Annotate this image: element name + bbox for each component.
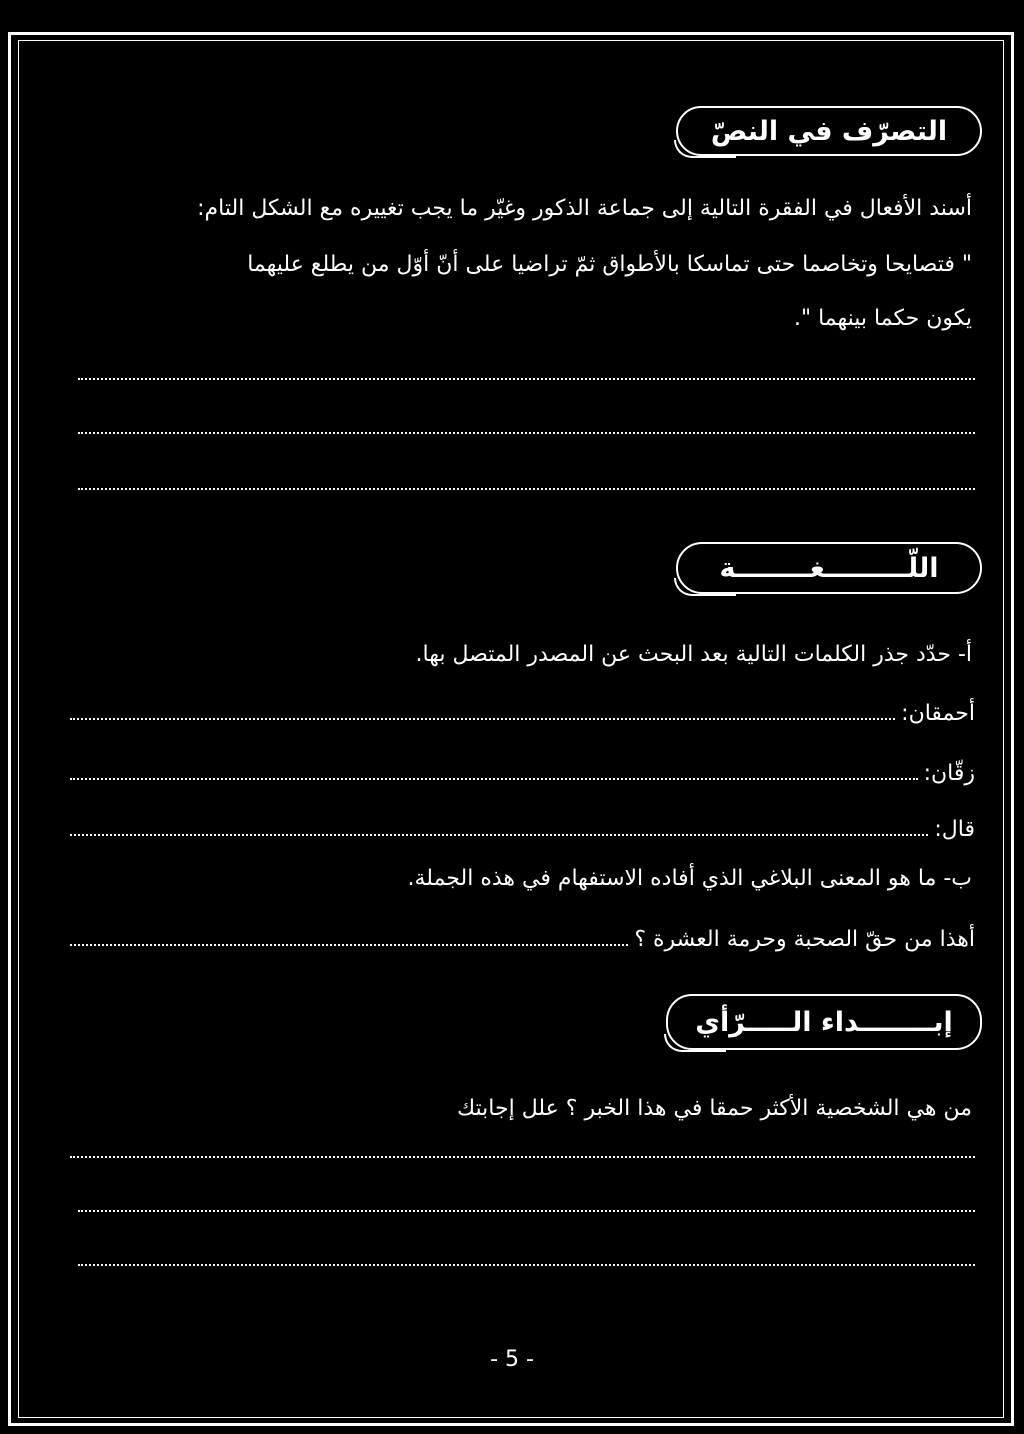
answer-line[interactable]	[78, 378, 975, 380]
section-title-text: إبــــــــداء الـــــرّأي	[695, 1006, 953, 1038]
fill-row-b[interactable]	[70, 920, 975, 952]
answer-line[interactable]	[78, 1264, 975, 1266]
answer-line[interactable]	[70, 944, 628, 946]
answer-line[interactable]	[70, 718, 895, 720]
section-title-language	[676, 542, 982, 594]
answer-line[interactable]	[70, 834, 928, 836]
fill-label: أحمقان:	[901, 701, 975, 726]
answer-line[interactable]	[78, 432, 975, 434]
pill-tail-decoration	[674, 140, 736, 158]
answer-line[interactable]	[78, 488, 975, 490]
fill-label: قال:	[934, 817, 975, 842]
quote-line-1: " فتصايحا وتخاصما حتى تماسكا بالأطواق ثمّ تراضيا على أنّ أوّل من يطلع عليهما	[247, 252, 972, 277]
section-title-text: التصرّف في النصّ	[710, 115, 948, 147]
fill-row-3[interactable]	[70, 810, 975, 842]
section-title-text: اللّـــــــــغــــــــة	[719, 552, 939, 584]
answer-line[interactable]	[70, 1156, 975, 1158]
answer-line[interactable]	[70, 778, 918, 780]
instruction-text: أسند الأفعال في الفقرة التالية إلى جماعة الذكور وغيّر ما يجب تغييره مع الشكل التام:	[197, 196, 972, 221]
answer-line[interactable]	[78, 1210, 975, 1212]
fill-row-1[interactable]	[70, 694, 975, 726]
section-title-text-manipulation	[676, 106, 982, 156]
opinion-question: من هي الشخصية الأكثر حمقا في هذا الخبر ؟ علل إجابتك	[457, 1096, 972, 1121]
question-a: أ- حدّد جذر الكلمات التالية بعد البحث عن المصدر المتصل بها.	[415, 642, 972, 667]
question-b: ب- ما هو المعنى البلاغي الذي أفاده الاستفهام في هذه الجملة.	[407, 866, 972, 891]
pill-tail-decoration	[674, 578, 736, 596]
question-b-sentence: أهذا من حقّ الصحبة وحرمة العشرة ؟	[634, 927, 975, 952]
quote-line-2: يكون حكما بينهما ".	[793, 306, 972, 331]
pill-tail-decoration	[664, 1034, 726, 1052]
page-number: - 5 -	[490, 1347, 534, 1372]
fill-label: زقّان:	[923, 761, 975, 786]
section-title-opinion	[666, 994, 982, 1050]
fill-row-2[interactable]	[70, 754, 975, 786]
